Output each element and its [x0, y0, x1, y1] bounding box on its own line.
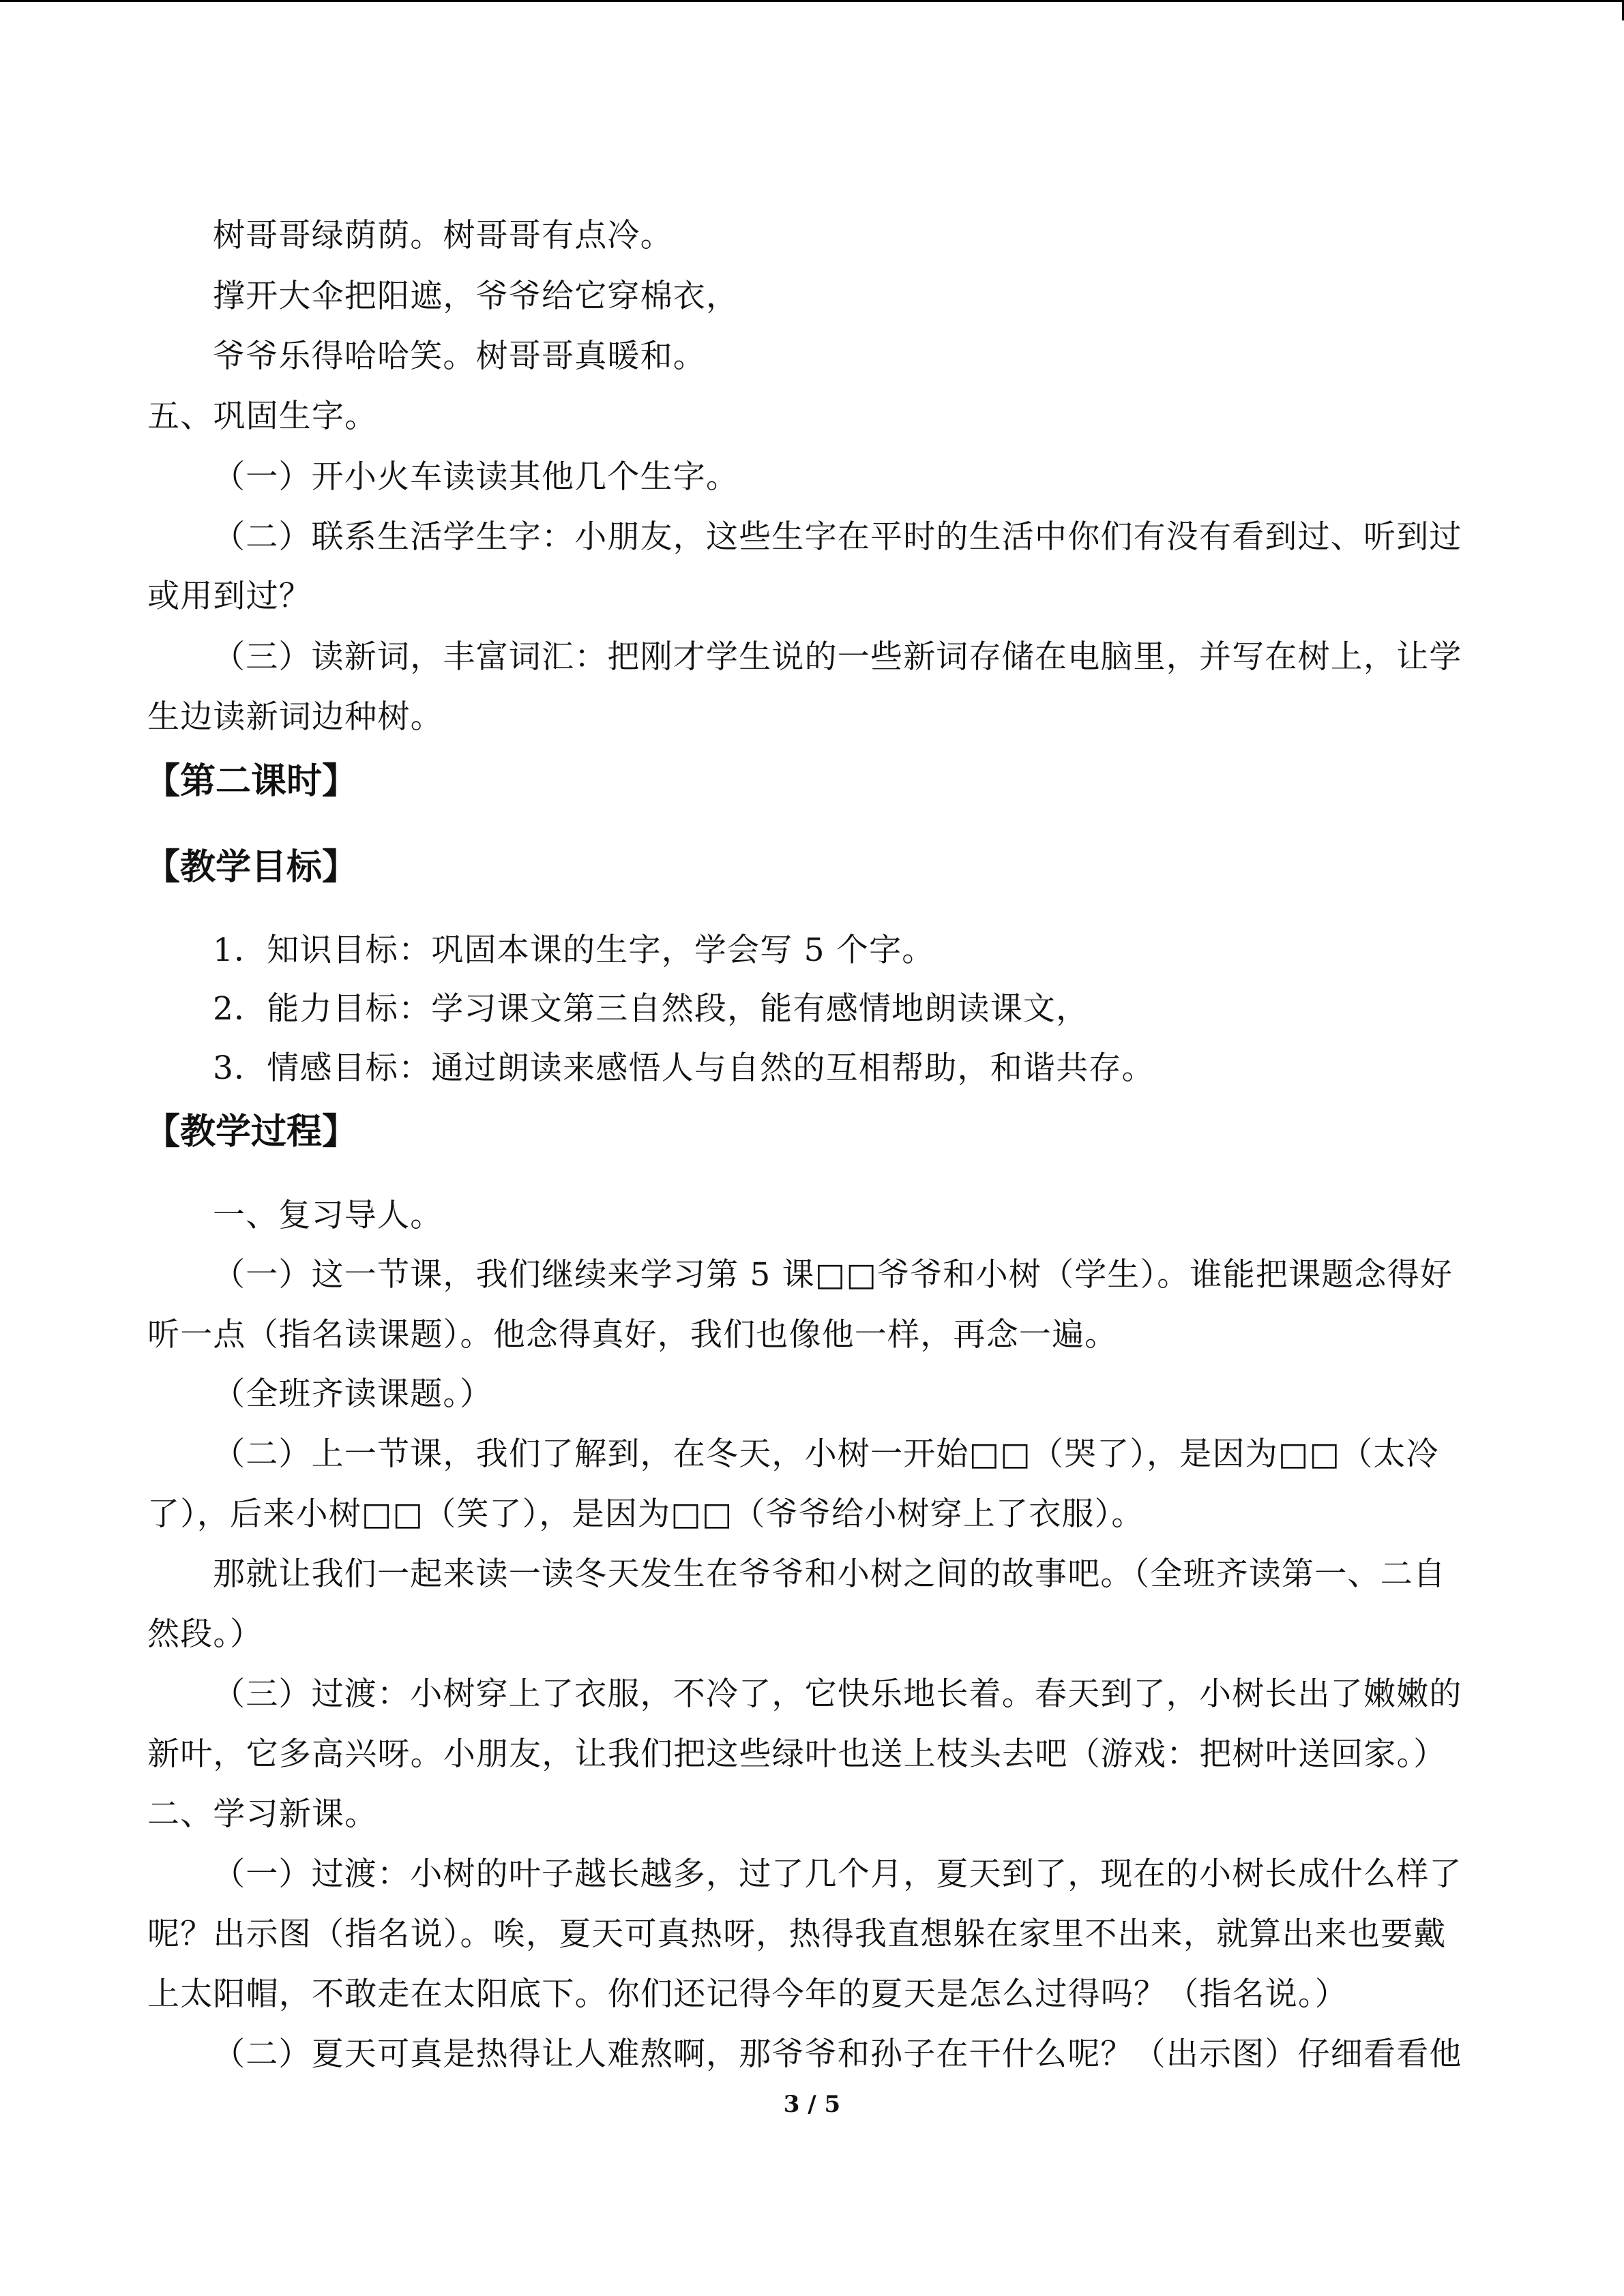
poem-line: 爷爷乐得哈哈笑。树哥哥真暖和。 [213, 338, 706, 375]
paragraph-line: 了），后来小树□□（笑了），是因为□□（爷爷给小树穿上了衣服）。 [147, 1495, 1145, 1533]
paragraph-line: （三）过渡：小树穿上了衣服，不冷了，它快乐地长着。春天到了，小树长出了嫩嫩的 [213, 1675, 1462, 1713]
paragraph-line: 上太阳帽，不敢走在太阳底下。你们还记得今年的夏天是怎么过得吗？（指名说。） [147, 1976, 1348, 2013]
section-heading: 二、学习新课。 [147, 1795, 378, 1833]
paragraph-line: （二）夏天可真是热得让人难熬啊，那爷爷和孙子在干什么呢？（出示图）仔细看看他 [213, 2036, 1462, 2073]
paragraph-line: 生边读新词边种树。 [147, 698, 443, 736]
paragraph-line: （二）联系生活学生字：小朋友，这些生字在平时的生活中你们有没有看到过、听到过 [213, 518, 1462, 556]
paragraph-line: 听一点（指名读课题）。他念得真好，我们也像他一样，再念一遍。 [147, 1316, 1118, 1354]
process-heading: 【教学过程】 [145, 1112, 358, 1152]
paragraph-line: （一）过渡：小树的叶子越长越多，过了几个月，夏天到了，现在的小树长成什么样了 [213, 1855, 1462, 1893]
section-heading: 五、巩固生字。 [147, 398, 378, 435]
paragraph-line: 新叶，它多高兴呀。小朋友，让我们把这些绿叶也送上枝头去吧（游戏：把树叶送回家。） [147, 1735, 1447, 1773]
lesson-heading: 【第二课时】 [145, 761, 358, 802]
paragraph-line: （一）开小火车读读其他几个生字。 [213, 458, 739, 496]
paragraph-line: （一）这一节课，我们继续来学习第 5 课□□爷爷和小树（学生）。谁能把课题念得好 [213, 1256, 1453, 1294]
poem-line: 撑开大伞把阳遮，爷爷给它穿棉衣， [213, 278, 739, 315]
objectives-heading: 【教学目标】 [145, 847, 358, 888]
page-number: 3 / 5 [783, 2091, 841, 2118]
paragraph-line: 或用到过？ [147, 578, 312, 615]
poem-line: 树哥哥绿荫荫。树哥哥有点冷。 [213, 217, 673, 254]
objective-item: 1．知识目标：巩固本课的生字，学会写 5 个字。 [213, 931, 935, 969]
paragraph-line: （全班齐读课题。） [213, 1375, 493, 1413]
objective-item: 2．能力目标：学习课文第三自然段，能有感情地朗读课文， [213, 990, 1089, 1028]
paragraph-line: （三）读新词，丰富词汇：把刚才学生说的一些新词存储在电脑里，并写在树上，让学 [213, 638, 1462, 676]
paragraph-line: 那就让我们一起来读一读冬天发生在爷爷和小树之间的故事吧。（全班齐读第一、二自 [213, 1555, 1447, 1593]
paragraph-line: 然段。） [147, 1615, 263, 1653]
section-heading: 一、复习导人。 [213, 1197, 443, 1234]
paragraph-line: （二）上一节课，我们了解到，在冬天，小树一开始□□（哭了），是因为□□（太冷 [213, 1435, 1439, 1473]
paragraph-line: 呢？出示图（指名说）。唉，夏天可真热呀，热得我直想躲在家里不出来，就算出来也要戴 [147, 1915, 1447, 1953]
objective-item: 3．情感目标：通过朗读来感悟人与自然的互相帮助，和谐共存。 [213, 1049, 1155, 1087]
